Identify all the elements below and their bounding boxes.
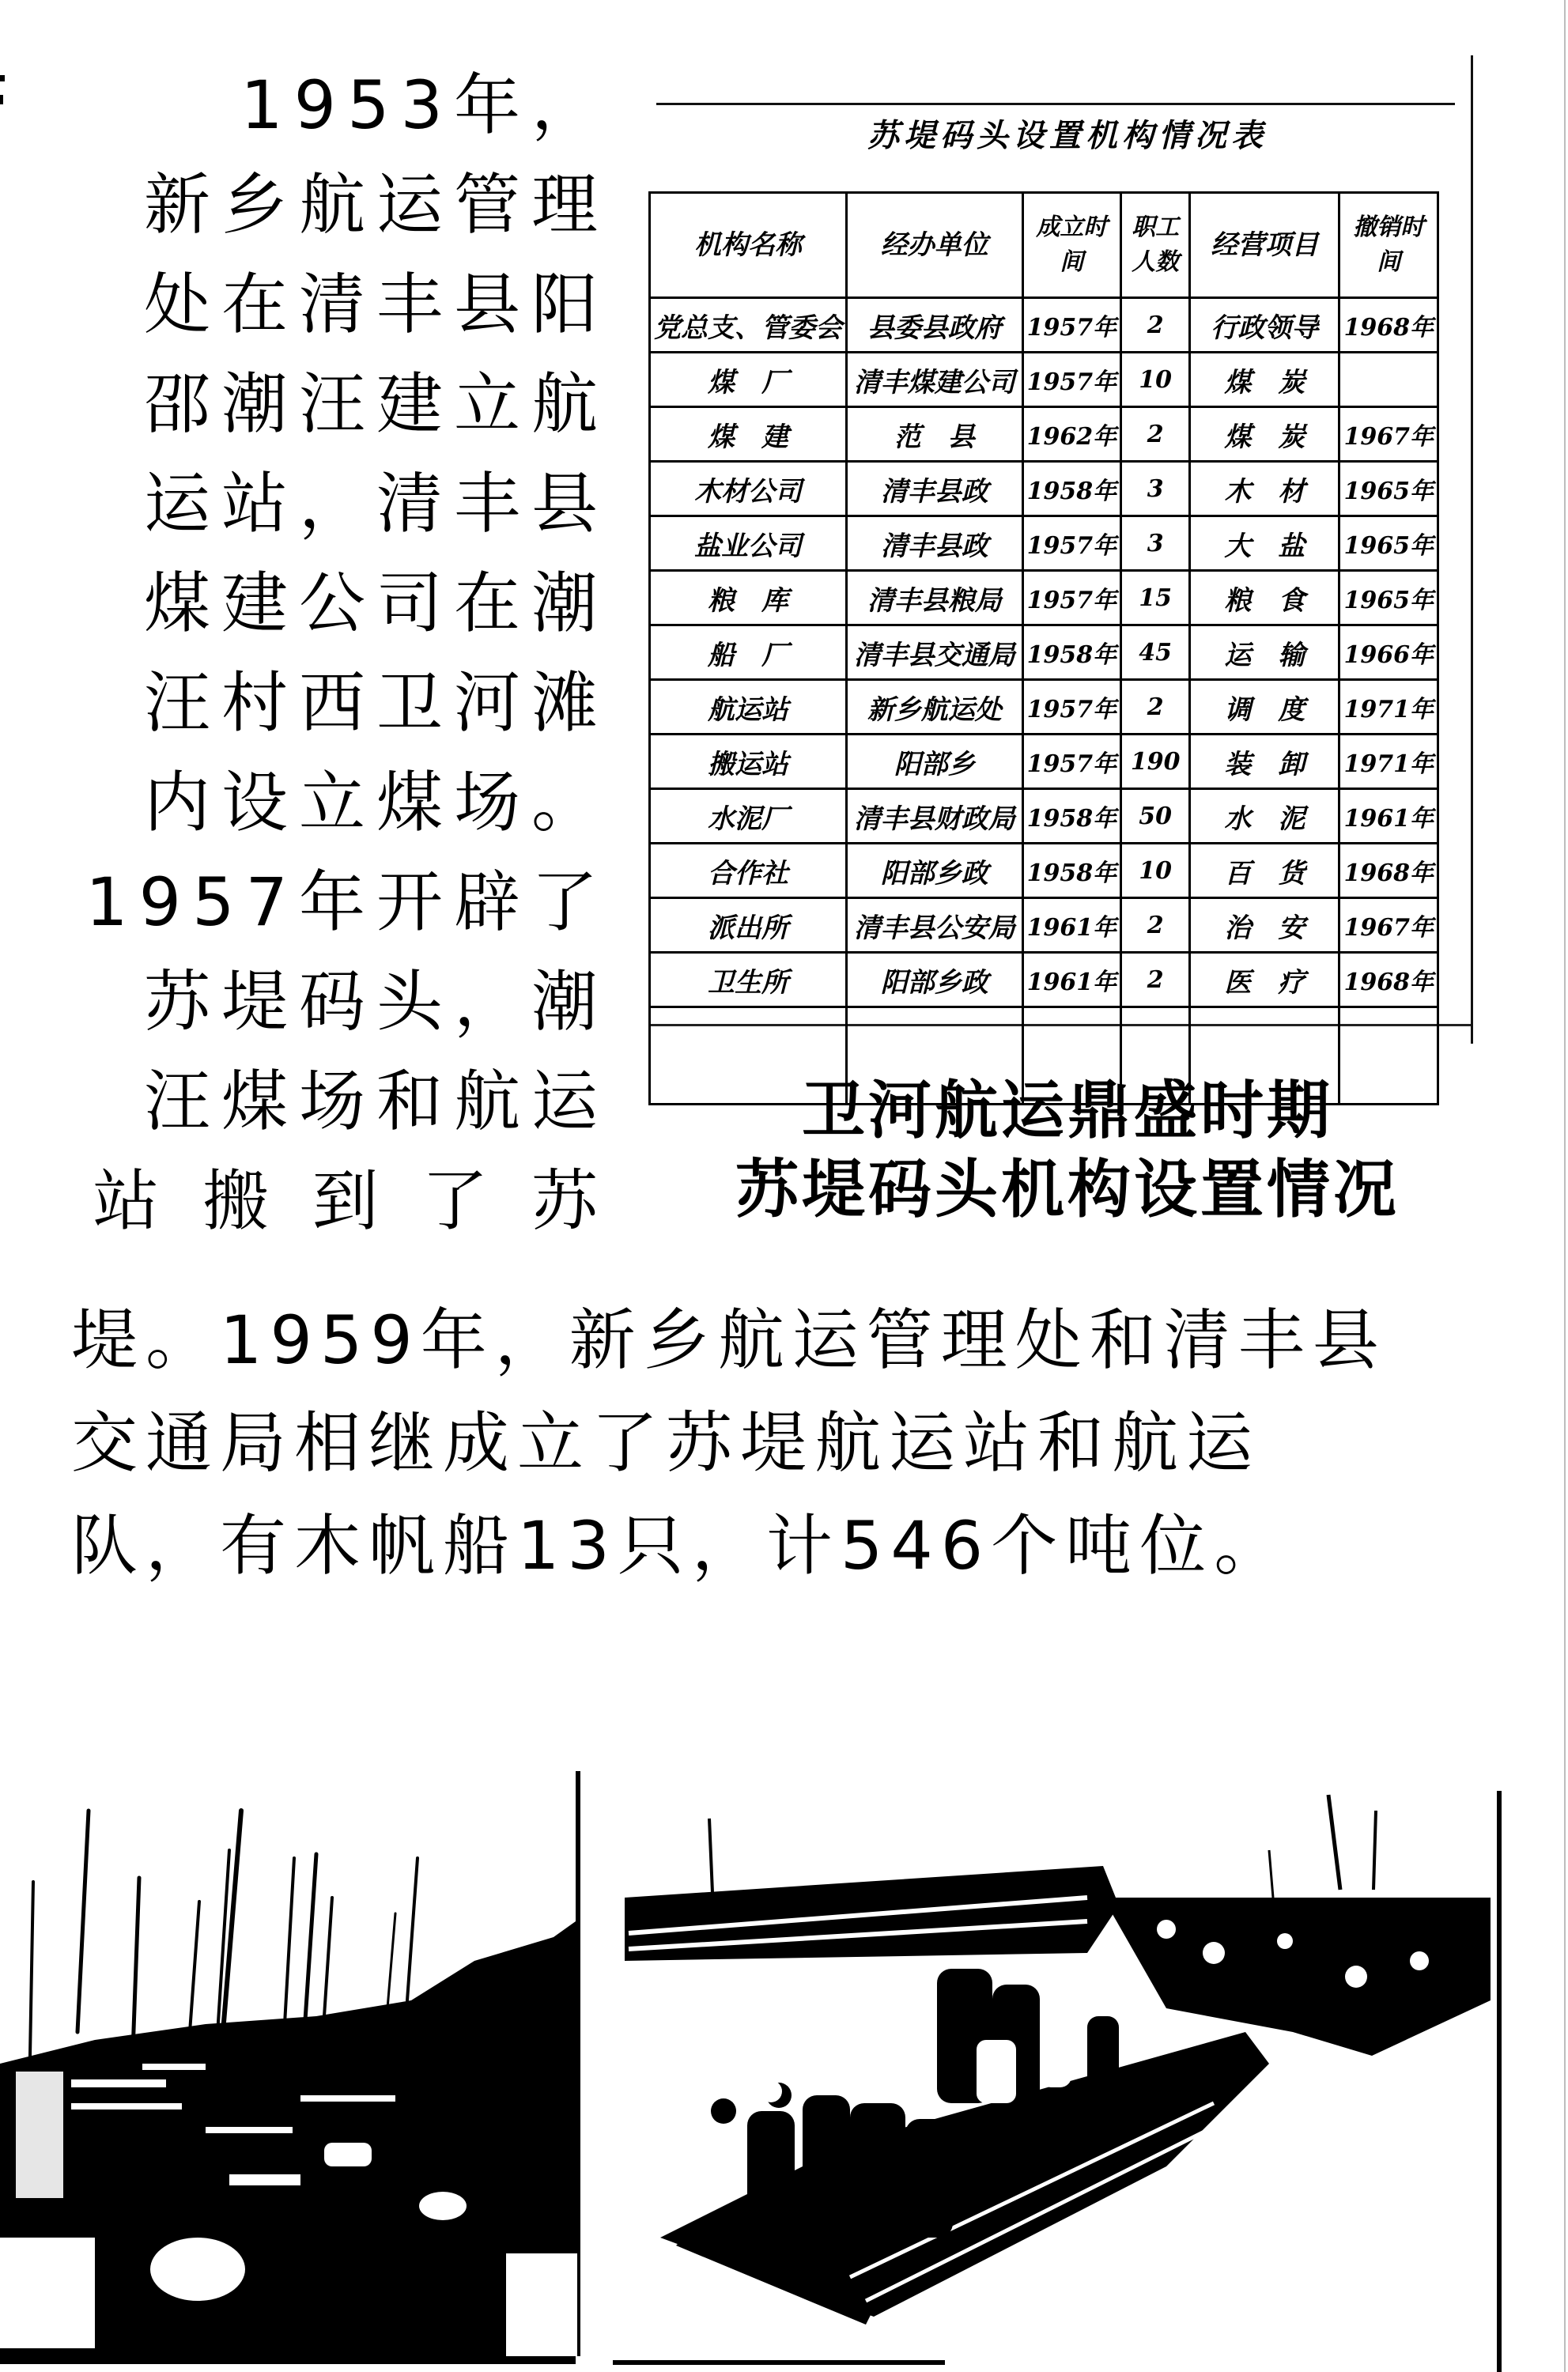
table-cell: 10 — [1121, 844, 1190, 898]
table-title: 苏堤码头设置机构情况表 — [867, 117, 1268, 154]
table-cell: 1957年 — [1022, 571, 1121, 625]
column-header: 机构名称 — [650, 193, 847, 298]
column-header: 经办单位 — [847, 193, 1023, 298]
table-cell: 2 — [1121, 898, 1190, 953]
table-cell: 调 度 — [1190, 680, 1339, 735]
table-cell: 清丰县财政局 — [847, 789, 1023, 844]
handwritten-table-scan — [648, 55, 1487, 1044]
table-row — [650, 898, 1438, 953]
table-cell: 医 疗 — [1190, 953, 1339, 1007]
table-cell: 1958年 — [1022, 844, 1121, 898]
table-cell: 2 — [1121, 680, 1190, 735]
table-cell: 卫生所 — [650, 953, 847, 1007]
text-line: 堤。1959年，新乡航运管理处和清丰县 — [71, 1301, 1387, 1379]
table-caption — [648, 1071, 1487, 1229]
photo-people-on-boat — [613, 1771, 1514, 2372]
text-line: 交通局相继成立了苏堤航运站和航运 — [71, 1404, 1261, 1482]
table-cell: 1962年 — [1022, 407, 1121, 462]
text-line: 汪村西卫河滩 — [143, 664, 609, 742]
table-row — [650, 353, 1438, 407]
table-cell: 县委县政府 — [847, 298, 1023, 353]
table-row — [650, 407, 1438, 462]
table-cell: 1961年 — [1339, 789, 1438, 844]
table-cell: 合作社 — [650, 844, 847, 898]
text-line: 站 搬 到 了 苏 — [93, 1162, 609, 1240]
caption-line-1: 卫河航运鼎盛时期 — [802, 1074, 1333, 1147]
text-line: 苏堤码头，潮 — [143, 963, 609, 1041]
table-cell: 清丰煤建公司 — [847, 353, 1023, 407]
text-line: 处在清丰县阳 — [143, 266, 609, 343]
table-row — [650, 516, 1438, 571]
table-cell: 190 — [1121, 735, 1190, 789]
table-cell: 运 输 — [1190, 625, 1339, 680]
table-cell: 阳部乡政 — [847, 844, 1023, 898]
table-row — [650, 298, 1438, 353]
table-cell: 清丰县政 — [847, 516, 1023, 571]
table-row — [650, 844, 1438, 898]
table-cell: 1961年 — [1022, 953, 1121, 1007]
table-cell: 清丰县政 — [847, 462, 1023, 516]
table-cell: 船 厂 — [650, 625, 847, 680]
left-text-column — [71, 55, 609, 1251]
table-cell: 1958年 — [1022, 625, 1121, 680]
table-cell: 治 安 — [1190, 898, 1339, 953]
table-cell: 1967年 — [1339, 407, 1438, 462]
table-cell: 水 泥 — [1190, 789, 1339, 844]
table-cell: 煤 厂 — [650, 353, 847, 407]
column-header: 经营项目 — [1190, 193, 1339, 298]
table-cell: 1958年 — [1022, 462, 1121, 516]
table-cell: 3 — [1121, 516, 1190, 571]
table-cell: 1957年 — [1022, 735, 1121, 789]
text-line: 队，有木帆船13只，计546个吨位。 — [71, 1507, 1289, 1584]
caption-line-2: 苏堤码头机构设置情况 — [735, 1153, 1400, 1226]
table-cell: 煤 炭 — [1190, 353, 1339, 407]
column-header: 成立时间 — [1022, 193, 1121, 298]
table-cell: 2 — [1121, 298, 1190, 353]
table-cell: 1965年 — [1339, 571, 1438, 625]
table-cell: 1957年 — [1022, 516, 1121, 571]
table-cell: 清丰县交通局 — [847, 625, 1023, 680]
column-header: 撤销时间 — [1339, 193, 1438, 298]
table-cell: 木材公司 — [650, 462, 847, 516]
text-line: 运站，清丰县 — [143, 465, 609, 542]
text-line: 煤建公司在潮 — [143, 565, 609, 642]
photo-sailboats-dock — [0, 1763, 601, 2372]
table-cell: 搬运站 — [650, 735, 847, 789]
table-cell: 10 — [1121, 353, 1190, 407]
table-cell: 50 — [1121, 789, 1190, 844]
edge-mark — [0, 75, 5, 81]
table-row — [650, 625, 1438, 680]
table-cell: 1957年 — [1022, 298, 1121, 353]
table-row — [650, 735, 1438, 789]
table-row — [650, 680, 1438, 735]
edge-mark — [0, 95, 3, 104]
table-cell: 1968年 — [1339, 844, 1438, 898]
table-cell: 范 县 — [847, 407, 1023, 462]
table-cell: 粮 库 — [650, 571, 847, 625]
table-cell: 航运站 — [650, 680, 847, 735]
institutions-table — [648, 191, 1439, 1105]
table-cell: 2 — [1121, 953, 1190, 1007]
table-cell — [1339, 353, 1438, 407]
table-cell: 煤 建 — [650, 407, 847, 462]
table-cell: 木 材 — [1190, 462, 1339, 516]
table-cell: 1957年 — [1022, 680, 1121, 735]
table-cell: 清丰县公安局 — [847, 898, 1023, 953]
table-cell: 3 — [1121, 462, 1190, 516]
table-cell: 1968年 — [1339, 953, 1438, 1007]
table-cell: 2 — [1121, 407, 1190, 462]
column-header: 职工人数 — [1121, 193, 1190, 298]
table-row — [650, 462, 1438, 516]
table-cell: 煤 炭 — [1190, 407, 1339, 462]
text-line: 汪煤场和航运 — [143, 1063, 609, 1140]
table-cell: 党总支、管委会 — [650, 298, 847, 353]
table-cell: 1965年 — [1339, 516, 1438, 571]
table-row — [650, 953, 1438, 1007]
table-row — [650, 571, 1438, 625]
table-cell: 45 — [1121, 625, 1190, 680]
table-cell: 阳部乡 — [847, 735, 1023, 789]
table-cell: 1961年 — [1022, 898, 1121, 953]
table-cell: 行政领导 — [1190, 298, 1339, 353]
text-line: 1953年， — [240, 66, 609, 144]
table-cell: 1965年 — [1339, 462, 1438, 516]
table-cell: 清丰县粮局 — [847, 571, 1023, 625]
wide-paragraph — [71, 1289, 1518, 1597]
table-cell: 15 — [1121, 571, 1190, 625]
table-cell: 阳部乡政 — [847, 953, 1023, 1007]
page-edge — [1564, 0, 1566, 2372]
text-line: 内设立煤场。 — [143, 764, 609, 841]
table-cell: 水泥厂 — [650, 789, 847, 844]
table-header-row — [650, 193, 1438, 298]
table-cell: 盐业公司 — [650, 516, 847, 571]
table-cell: 派出所 — [650, 898, 847, 953]
text-line: 1957年开辟了 — [85, 863, 609, 941]
divider — [656, 103, 1455, 105]
table-cell: 新乡航运处 — [847, 680, 1023, 735]
table-cell: 1958年 — [1022, 789, 1121, 844]
table-cell: 1967年 — [1339, 898, 1438, 953]
divider — [1471, 55, 1473, 1044]
table-cell: 1971年 — [1339, 680, 1438, 735]
table-cell: 百 货 — [1190, 844, 1339, 898]
table-cell: 1968年 — [1339, 298, 1438, 353]
table-row — [650, 789, 1438, 844]
table-cell: 1957年 — [1022, 353, 1121, 407]
table-cell: 粮 食 — [1190, 571, 1339, 625]
table-cell: 1966年 — [1339, 625, 1438, 680]
table-cell: 1971年 — [1339, 735, 1438, 789]
text-line: 邵潮汪建立航 — [143, 365, 609, 443]
table-cell: 装 卸 — [1190, 735, 1339, 789]
text-line: 新乡航运管理 — [143, 166, 609, 244]
table-cell: 大 盐 — [1190, 516, 1339, 571]
